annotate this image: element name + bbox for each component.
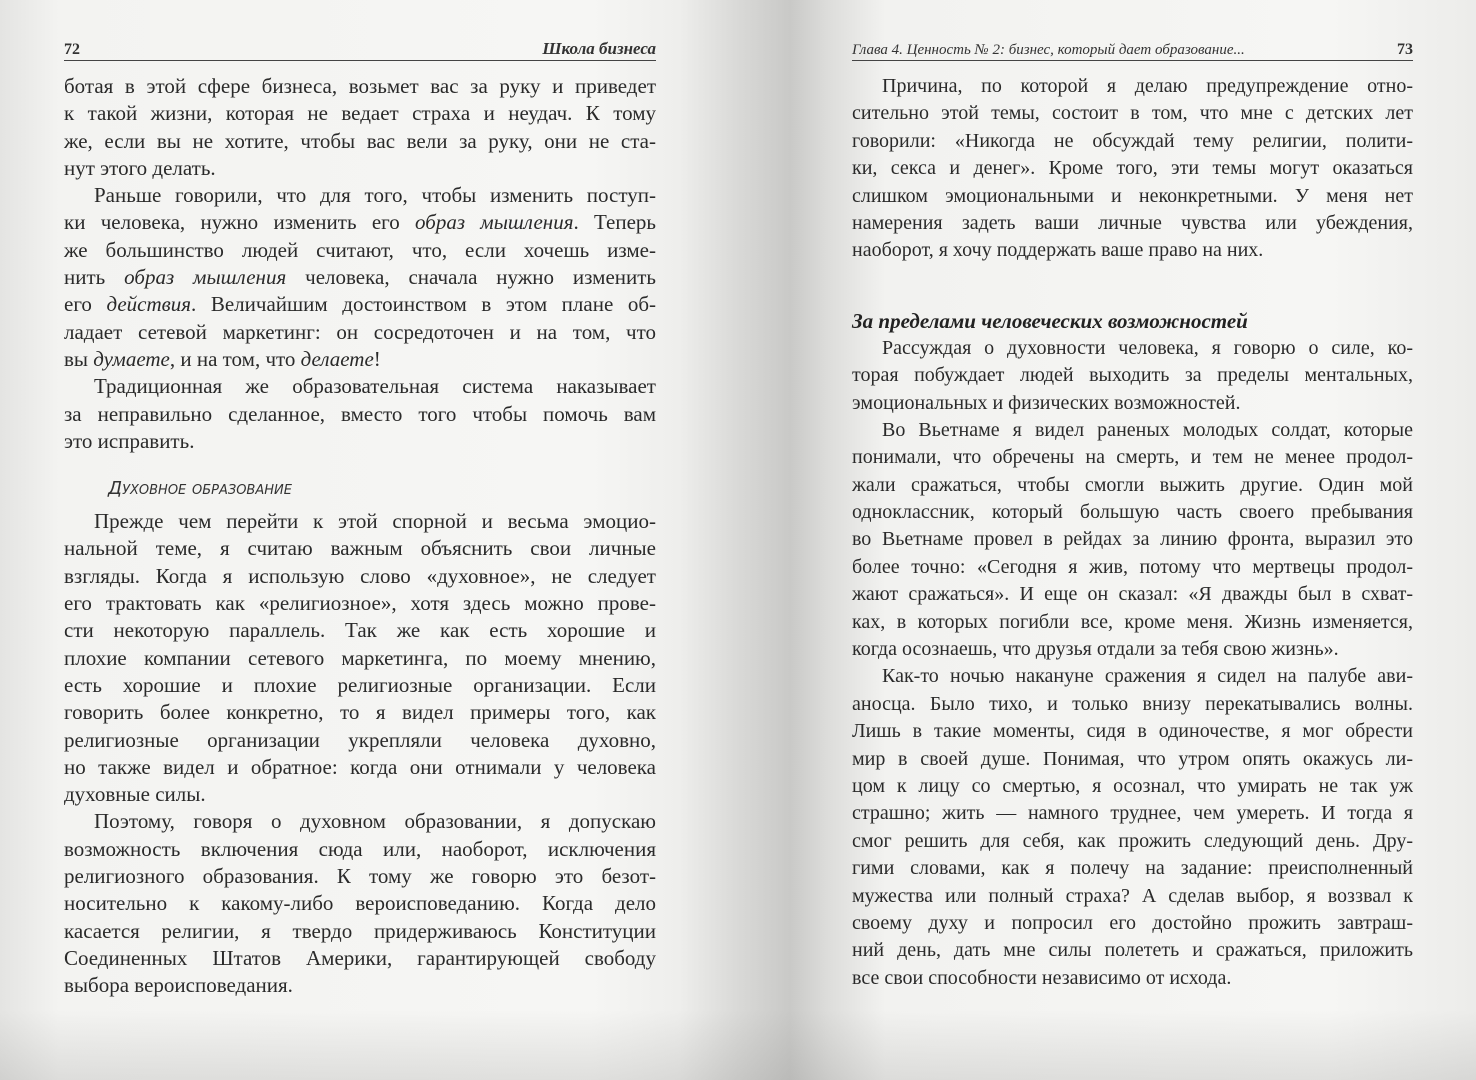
- text-line: своему духу и попросил его достойно прожить завтраш-: [852, 911, 1413, 934]
- text-segment: вы: [64, 346, 94, 371]
- paragraph: [64, 808, 656, 999]
- paragraph: [64, 73, 656, 182]
- section-heading: За пределами человеческих возможностей: [852, 308, 1248, 333]
- text-line: выбора вероисповедания.: [64, 973, 293, 998]
- text-line: говорить более конкретно, то я видел примеры того, как: [64, 700, 656, 725]
- text-segment: . Теперь: [573, 210, 656, 235]
- text-line: гими словами, как я полечу на задание: преисполненный: [852, 857, 1413, 880]
- text-line: цом к лицу со смертью, я осознал, что умирать не так уж: [852, 774, 1413, 797]
- running-head: [64, 38, 656, 61]
- italic-text: действия: [106, 292, 192, 317]
- text-segment: !: [373, 346, 381, 371]
- italic-text: думаете: [93, 346, 170, 371]
- text-line: эмоциональных и физических возможностей.: [852, 391, 1241, 414]
- text-line: говорили: «Никогда не обсуждай тему религии, полити-: [852, 129, 1413, 152]
- text-line: взгляды. Когда я использую слово «духовное», не следует: [64, 563, 656, 588]
- text-line: во Вьетнаме провел в рейдах за линию фронта, выразил это: [852, 528, 1413, 551]
- text-line: [64, 209, 656, 236]
- paragraph: [852, 417, 1413, 664]
- italic-text: делаете: [300, 346, 374, 371]
- text-line: его трактовать как «религиозное», хотя здесь можно прове-: [64, 591, 656, 616]
- text-segment: ки человека, нужно изменить его: [64, 210, 416, 235]
- text-line: религиозного образования. К тому же говорю это безот-: [64, 864, 656, 889]
- text-line: слишком эмоциональными и неконкретными. У меня нет: [852, 184, 1413, 207]
- text-line: возможность включения сюда или, наоборот, исключения: [64, 836, 656, 861]
- paragraph: [852, 335, 1413, 417]
- text-segment: его: [64, 292, 107, 317]
- text-line: Раньше говорили, что для того, чтобы изменить поступ-: [94, 183, 656, 208]
- running-title: Школа бизнеса: [542, 39, 656, 58]
- running-head: [852, 38, 1413, 61]
- text-line: носительно к какому-либо вероисповеданию. Когда дело: [64, 891, 656, 916]
- text-line: ний день, дать мне силы полететь и сражаться, приложить: [852, 939, 1413, 962]
- text-line: ботая в этой сфере бизнеса, возьмет вас за руку и приведет: [64, 74, 656, 98]
- paragraph: [64, 182, 656, 373]
- text-line: за неправильно сделанное, вместо того чтобы помочь вам: [64, 401, 656, 426]
- italic-text: образ мышления: [124, 265, 287, 290]
- text-line: все свои способности независимо от исхода.: [852, 966, 1232, 989]
- page-shadow: [0, 1010, 1476, 1080]
- paragraph: [852, 73, 1413, 265]
- text-line: же большинство людей считают, что, если хочешь изме-: [64, 237, 656, 262]
- text-line: нут этого делать.: [64, 155, 216, 180]
- text-line: касается религии, я твердо придерживаюсь Конституции: [64, 918, 656, 943]
- text-line: Соединенных Штатов Америки, гарантирующей свободу: [64, 945, 656, 970]
- paragraph: [852, 663, 1413, 992]
- italic-text: образ мышления: [415, 210, 574, 235]
- text-line: понимали, что обречены на смерть, и тем не менее продол-: [852, 446, 1413, 469]
- paragraph: [64, 508, 656, 808]
- text-line: же, если вы не хотите, чтобы вас вели за руку, они не ста-: [64, 128, 656, 153]
- text-segment: нить: [64, 265, 125, 290]
- page-body: [64, 73, 656, 1000]
- text-line: религиозные организации укрепляли человека духовно,: [64, 727, 656, 752]
- text-line: жали сражаться, чтобы смогли выжить другие. Один мой: [852, 473, 1413, 496]
- text-line: ки, секса и денег». Кроме того, эти темы могут оказаться: [852, 157, 1413, 180]
- paragraph: [64, 373, 656, 455]
- text-line: сти некоторую параллель. Так же как есть хорошие и: [64, 618, 656, 643]
- text-segment: . Величайшим достоинством в этом плане об-: [191, 292, 656, 317]
- text-line: страшно; жить — намного труднее, чем умереть. И тогда я: [852, 802, 1413, 825]
- text-line: [64, 291, 656, 318]
- text-line: жают сражаться». И еще он сказал: «Я дважды был в схват-: [852, 583, 1413, 606]
- text-line: есть хорошие и плохие религиозные организации. Если: [64, 672, 656, 697]
- running-title: Глава 4. Ценность № 2: бизнес, который дает образование...: [852, 42, 1245, 58]
- page-number: 72: [64, 41, 80, 58]
- text-line: но также видел и обратное: когда они отнимали у человека: [64, 754, 656, 779]
- text-line: одноклассник, который большую часть своего пребывания: [852, 501, 1413, 524]
- text-line: плохие компании сетевого маркетинга, по моему мнению,: [64, 645, 656, 670]
- text-line: Во Вьетнаме я видел раненых молодых солдат, которые: [882, 418, 1413, 441]
- text-line: Поэтому, говоря о духовном образовании, я допускаю: [94, 809, 656, 834]
- text-line: к такой жизни, которая не ведает страха и неудач. К тому: [64, 101, 656, 126]
- page-number: 73: [1397, 41, 1413, 58]
- text-line: [64, 264, 656, 291]
- text-line: духовные силы.: [64, 782, 206, 807]
- text-line: [64, 346, 656, 373]
- text-line: мир в своей душе. Понимая, что утром опять окажусь ли-: [852, 747, 1413, 770]
- page-body: [852, 73, 1413, 992]
- text-line: сительно этой темы, состоит в том, что мне с детских лет: [852, 102, 1413, 125]
- text-line: мужества или полный страха? А сделав выбор, я воззвал к: [852, 884, 1413, 907]
- text-line: Как-то ночью накануне сражения я сидел на палубе ави-: [882, 665, 1413, 688]
- text-line: нальной теме, я считаю важным объяснить свои личные: [64, 536, 656, 561]
- text-line: ках, в которых погибли все, кроме меня. Жизнь изменяется,: [852, 610, 1413, 633]
- text-line: смог решить для себя, как прожить следующий день. Дру-: [852, 829, 1413, 852]
- text-line: это исправить.: [64, 428, 195, 453]
- text-line: наоборот, я хочу поддержать ваше право на них.: [852, 239, 1264, 262]
- text-segment: , и на том, что: [169, 346, 301, 371]
- text-line: Лишь в такие моменты, сидя в одиночестве, я мог обрести: [852, 720, 1413, 743]
- section-heading: Духовное образование: [108, 478, 292, 500]
- text-line: когда осознаешь, что друзья отдали за тебя свою жизнь».: [852, 638, 1339, 661]
- text-line: Прежде чем перейти к этой спорной и весьма эмоцио-: [94, 509, 656, 534]
- text-line: Традиционная же образовательная система наказывает: [94, 374, 656, 399]
- text-line: Причина, по которой я делаю предупреждение отно-: [882, 75, 1413, 97]
- text-line: аносца. Было тихо, и только внизу перекатывались волны.: [852, 692, 1413, 715]
- text-line: Рассуждая о духовности человека, я говорю о силе, ко-: [882, 336, 1413, 359]
- text-line: ладает сетевой маркетинг: он сосредоточен и на том, что: [64, 319, 656, 344]
- text-segment: человека, сначала нужно изменить: [286, 265, 657, 290]
- text-line: более точно: «Сегодня я жив, потому что мертвецы продол-: [852, 555, 1413, 578]
- text-line: торая побуждает людей выходить за пределы ментальных,: [852, 364, 1413, 387]
- text-line: намерения задеть ваши личные чувства или убеждения,: [852, 211, 1413, 234]
